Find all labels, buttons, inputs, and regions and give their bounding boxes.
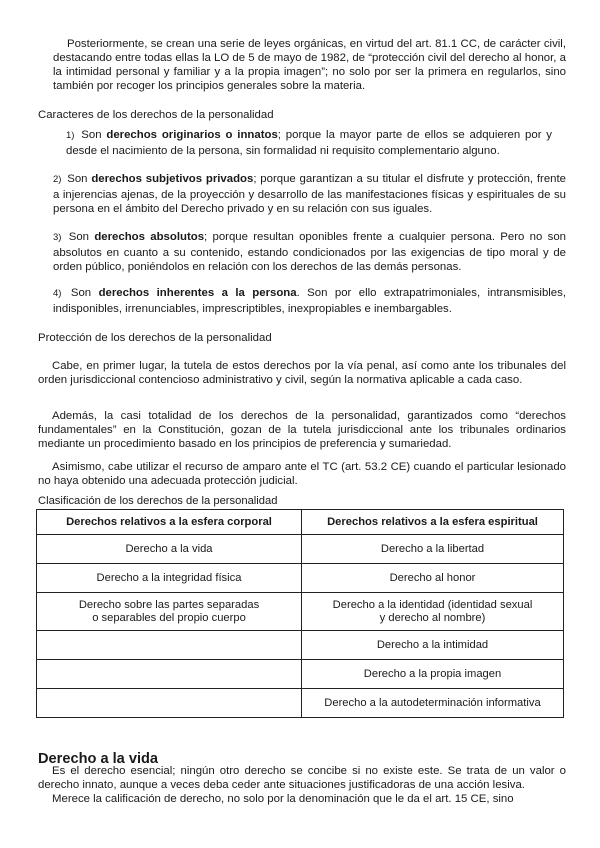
proteccion-heading: Protección de los derechos de la personalidad <box>38 332 272 344</box>
table-cell: Derecho a la propia imagen <box>302 660 564 689</box>
table-row <box>37 631 564 660</box>
table-header-row <box>37 510 564 535</box>
table-row <box>37 564 564 593</box>
caracter-item-2: 2) Son derechos subjetivos privados; porque garantizan a su titular el disfrute y protección, frente a injerencias ajenas, de la proyección y desarrollo de las manifestaciones físicas y espirituales de su persona en el ámbito del Derecho privado y en su relación con sus iguales. <box>53 173 567 215</box>
caracter-item-3: 3) Son derechos absolutos; porque resultan oponibles frente a cualquier persona. Pero no son absolutos en cuanto a su contenido, estando condicionados por las exigencias de tipo moral y de orden público, poniéndolos en relación con los derechos de las demás personas. <box>53 231 566 273</box>
table-row <box>37 535 564 564</box>
caracter-item-1: 1) Son derechos originarios o innatos; porque la mayor parte de ellos se adquieren por y desde el nacimiento de la persona, sin formalidad ni requisito complementario alguno. <box>66 129 553 157</box>
table-cell: Derecho a la intimidad <box>302 631 564 660</box>
section-title-vida: Derecho a la vida <box>38 751 159 768</box>
proteccion-paragraph-3: Asimismo, cabe utilizar el recurso de amparo ante el TC (art. 53.2 CE) cuando el particular lesionado no haya obtenido una adecuada protección judicial. <box>38 461 566 487</box>
table-caption: Clasificación de los derechos de la personalidad <box>38 495 278 507</box>
vida-paragraph-2: Merece la calificación de derecho, no solo por la denominación que le da el art. 15 CE, sino <box>52 793 514 805</box>
table-cell: Derecho a la autodeterminación informativa <box>302 689 564 718</box>
caracter-item-4: 4) Son derechos inherentes a la persona. Son por ello extrapatrimoniales, intransmisibles, indisponibles, irrenunciables, imprescriptibles, inexpropiables e inembargables. <box>53 287 567 315</box>
table-row <box>37 593 564 631</box>
table-cell: Derecho al honor <box>302 564 564 593</box>
caracteres-heading: Caracteres de los derechos de la personalidad <box>38 109 274 121</box>
table-cell-empty <box>37 660 302 689</box>
table-cell: Derecho a la integridad física <box>37 564 302 593</box>
proteccion-paragraph-2: Además, la casi totalidad de los derechos de la personalidad, garantizados como “derechos fundamentales” en la Constitución, gozan de la tutela jurisdiccional ante los tribunales ordinarios mediante un procedimiento basado en los principios de preferencia y sumariedad. <box>38 410 566 450</box>
header-esfera-corporal: Derechos relativos a la esfera corporal <box>37 510 302 535</box>
table-cell-empty <box>37 689 302 718</box>
header-esfera-espiritual: Derechos relativos a la esfera espiritual <box>302 510 564 535</box>
table-cell: Derecho a la vida <box>37 535 302 564</box>
table-cell: Derecho sobre las partes separadas o separables del propio cuerpo <box>37 593 302 631</box>
table-cell-empty <box>37 631 302 660</box>
proteccion-paragraph-1: Cabe, en primer lugar, la tutela de estos derechos por la vía penal, así como ante los tribunales del orden jurisdiccional contencioso administrativo y civil, según la normativa aplicable a cada caso. <box>38 360 566 386</box>
intro-paragraph: Posteriormente, se crean una serie de leyes orgánicas, en virtud del art. 81.1 CC, de carácter civil, destacando entre todas ellas la LO de 5 de mayo de 1982, de “protección civil del derecho al honor, a la intimidad personal y familiar y a la propia imagen”; no solo por ser la primera en regularlos, sino también por recoger los principios generales sobre la materia. <box>53 38 566 92</box>
clasificacion-table <box>36 509 564 718</box>
vida-paragraph-1: Es el derecho esencial; ningún otro derecho se concibe si no existe este. Se trata de un valor o derecho innato, aunque a veces deba ceder ante situaciones justificadoras de una acción lesiva. <box>38 765 566 791</box>
table-row <box>37 660 564 689</box>
table-cell: Derecho a la libertad <box>302 535 564 564</box>
table-row <box>37 689 564 718</box>
table-cell: Derecho a la identidad (identidad sexual y derecho al nombre) <box>302 593 564 631</box>
